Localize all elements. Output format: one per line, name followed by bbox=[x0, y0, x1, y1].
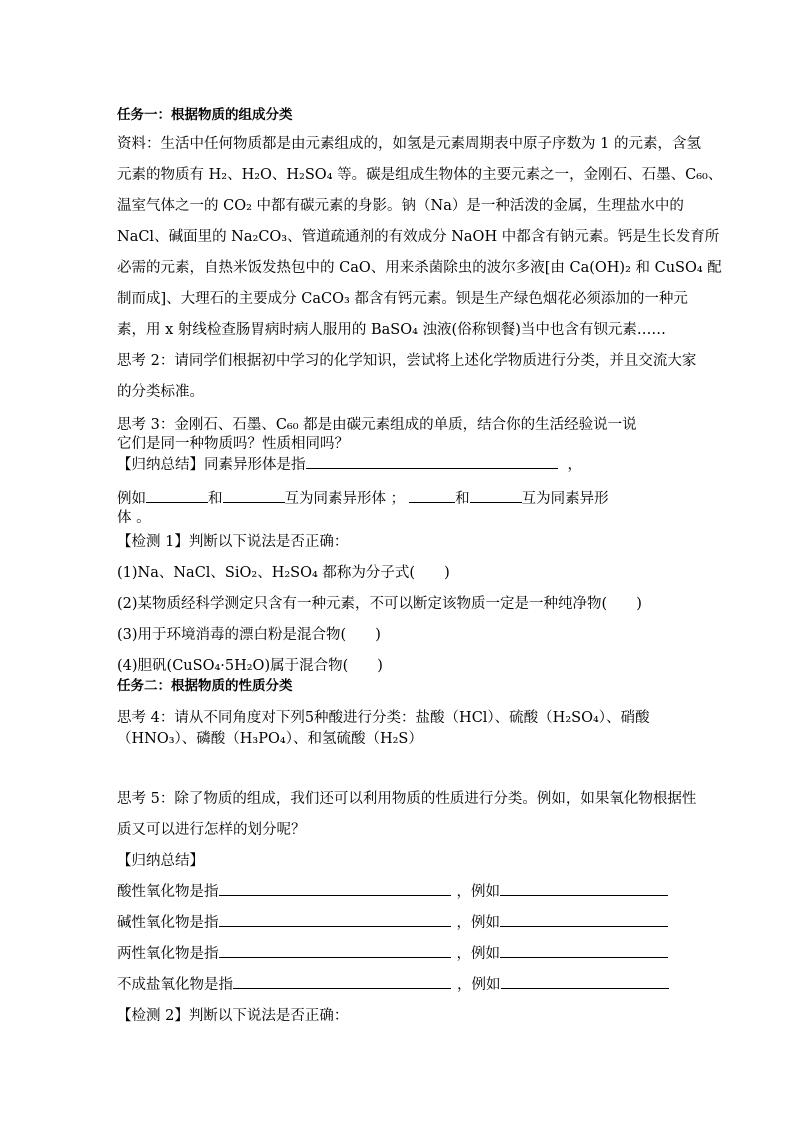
oxide-example-label: ，例如 bbox=[456, 946, 500, 962]
think4-line: 思考 4：请从不同角度对下列5种酸进行分类：盐酸（HCl）、硫酸（H₂SO₄）、硝酸 bbox=[117, 710, 650, 726]
example-line bbox=[117, 488, 609, 509]
think2-line: 思考 2：请同学们根据初中学习的化学知识，尝试将上述化学物质进行分类，并且交流大家 bbox=[117, 353, 697, 369]
material-line: 资料：生活中任何物质都是由元素组成的，如氢是元素周期表中原子序数为 1 的元素，含氢 bbox=[117, 136, 701, 152]
blank-oxide-def[interactable] bbox=[219, 881, 451, 896]
task2-heading: 任务二：根据物质的性质分类 bbox=[117, 678, 293, 694]
material-paragraph bbox=[117, 129, 722, 408]
summary-line bbox=[117, 454, 637, 475]
check1-item: (1)Na、NaCl、SiO₂、H₂SO₄ 都称为分子式( ) bbox=[117, 565, 450, 581]
blank-example-4[interactable] bbox=[470, 488, 522, 503]
example-end: 互为同素异形 bbox=[521, 491, 609, 507]
check1 bbox=[117, 527, 642, 682]
oxide-example-label: ，例如 bbox=[456, 884, 500, 900]
think3-line: 它们是同一种物质吗？性质相同吗？ bbox=[117, 436, 349, 452]
blank-example-3[interactable] bbox=[409, 488, 455, 503]
think5-line: 质又可以进行怎样的划分呢？ bbox=[117, 822, 306, 838]
oxide-row bbox=[117, 877, 669, 908]
think4 bbox=[117, 708, 650, 750]
blank-oxide-example[interactable] bbox=[500, 881, 668, 896]
example-block bbox=[117, 488, 609, 528]
material-line: 素，用 x 射线检查肠胃病时病人服用的 BaSO₄ 浊液(俗称钡餐)当中也含有钡元素…… bbox=[117, 322, 666, 338]
check1-item: (4)胆矾(CuSO₄·5H₂O)属于混合物( ) bbox=[117, 658, 383, 674]
example-mid: 互为同素异形体 ； bbox=[284, 491, 406, 507]
oxide-list bbox=[117, 877, 669, 1032]
think5 bbox=[117, 784, 696, 877]
check1-item: (2)某物质经科学测定只含有一种元素，不可以断定该物质一定是一种纯净物( ) bbox=[117, 596, 642, 612]
check1-title: 【检测 1】判断以下说法是否正确： bbox=[117, 534, 349, 550]
example-and: 和 bbox=[208, 491, 223, 507]
think3 bbox=[117, 416, 637, 475]
material-line: 温室气体之一的 CO₂ 中都有碳元素的身影。钠（Na）是一种活泼的金属，生理盐水中的 bbox=[117, 198, 684, 214]
oxide-label: 不成盐氧化物是指 bbox=[117, 977, 233, 993]
blank-oxide-def[interactable] bbox=[219, 912, 451, 927]
blank-oxide-example[interactable] bbox=[501, 974, 669, 989]
blank-example-1[interactable] bbox=[146, 488, 208, 503]
material-line: 必需的元素，自热米饭发热包中的 CaO、用来杀菌除虫的波尔多液[由 Ca(OH)₂ 和 CuSO₄ 配 bbox=[117, 260, 722, 276]
blank-oxide-def[interactable] bbox=[233, 974, 451, 989]
oxide-example-label: ，例如 bbox=[457, 977, 501, 993]
blank-definition[interactable] bbox=[306, 454, 558, 469]
summary2-title: 【归纳总结】 bbox=[117, 853, 204, 869]
blank-example-2[interactable] bbox=[223, 488, 285, 503]
material-line: NaCl、碱面里的 Na₂CO₃、管道疏通剂的有效成分 NaOH 中都含有钠元素。钙是生长发育所 bbox=[117, 229, 720, 245]
material-line: 元素的物质有 H₂、H₂O、H₂SO₄ 等。碳是组成生物体的主要元素之一，金刚石、石墨、C₆₀、 bbox=[117, 167, 723, 183]
check1-item: (3)用于环境消毒的漂白粉是混合物( ) bbox=[117, 627, 381, 643]
oxide-row bbox=[117, 970, 669, 1001]
oxide-label: 两性氧化物是指 bbox=[117, 946, 219, 962]
check2-title: 【检测 2】判断以下说法是否正确： bbox=[117, 1008, 349, 1024]
oxide-example-label: ，例如 bbox=[456, 915, 500, 931]
oxide-label: 碱性氧化物是指 bbox=[117, 915, 219, 931]
oxide-row bbox=[117, 908, 669, 939]
summary-label: 【归纳总结】同素异形体是指 bbox=[117, 457, 306, 473]
task1-heading: 任务一：根据物质的组成分类 bbox=[117, 107, 293, 123]
example-and2: 和 bbox=[455, 491, 470, 507]
summary-end: ， bbox=[567, 457, 582, 473]
blank-oxide-example[interactable] bbox=[500, 912, 668, 927]
think3-line: 思考 3：金刚石、石墨、C₆₀ 都是由碳元素组成的单质，结合你的生活经验说一说 bbox=[117, 417, 637, 433]
oxide-row bbox=[117, 939, 669, 970]
example-tail: 体 。 bbox=[117, 510, 151, 526]
blank-oxide-def[interactable] bbox=[219, 943, 451, 958]
think5-line: 思考 5：除了物质的组成，我们还可以利用物质的性质进行分类。例如，如果氧化物根据性 bbox=[117, 791, 697, 807]
think2-line: 的分类标准。 bbox=[117, 384, 204, 400]
blank-oxide-example[interactable] bbox=[500, 943, 668, 958]
oxide-label: 酸性氧化物是指 bbox=[117, 884, 219, 900]
material-line: 制而成]、大理石的主要成分 CaCO₃ 都含有钙元素。钡是生产绿色烟花必须添加的一种元 bbox=[117, 291, 688, 307]
think4-line: （HNO₃）、磷酸（H₃PO₄）、和氢硫酸（H₂S） bbox=[117, 731, 423, 747]
example-label: 例如 bbox=[117, 491, 146, 507]
